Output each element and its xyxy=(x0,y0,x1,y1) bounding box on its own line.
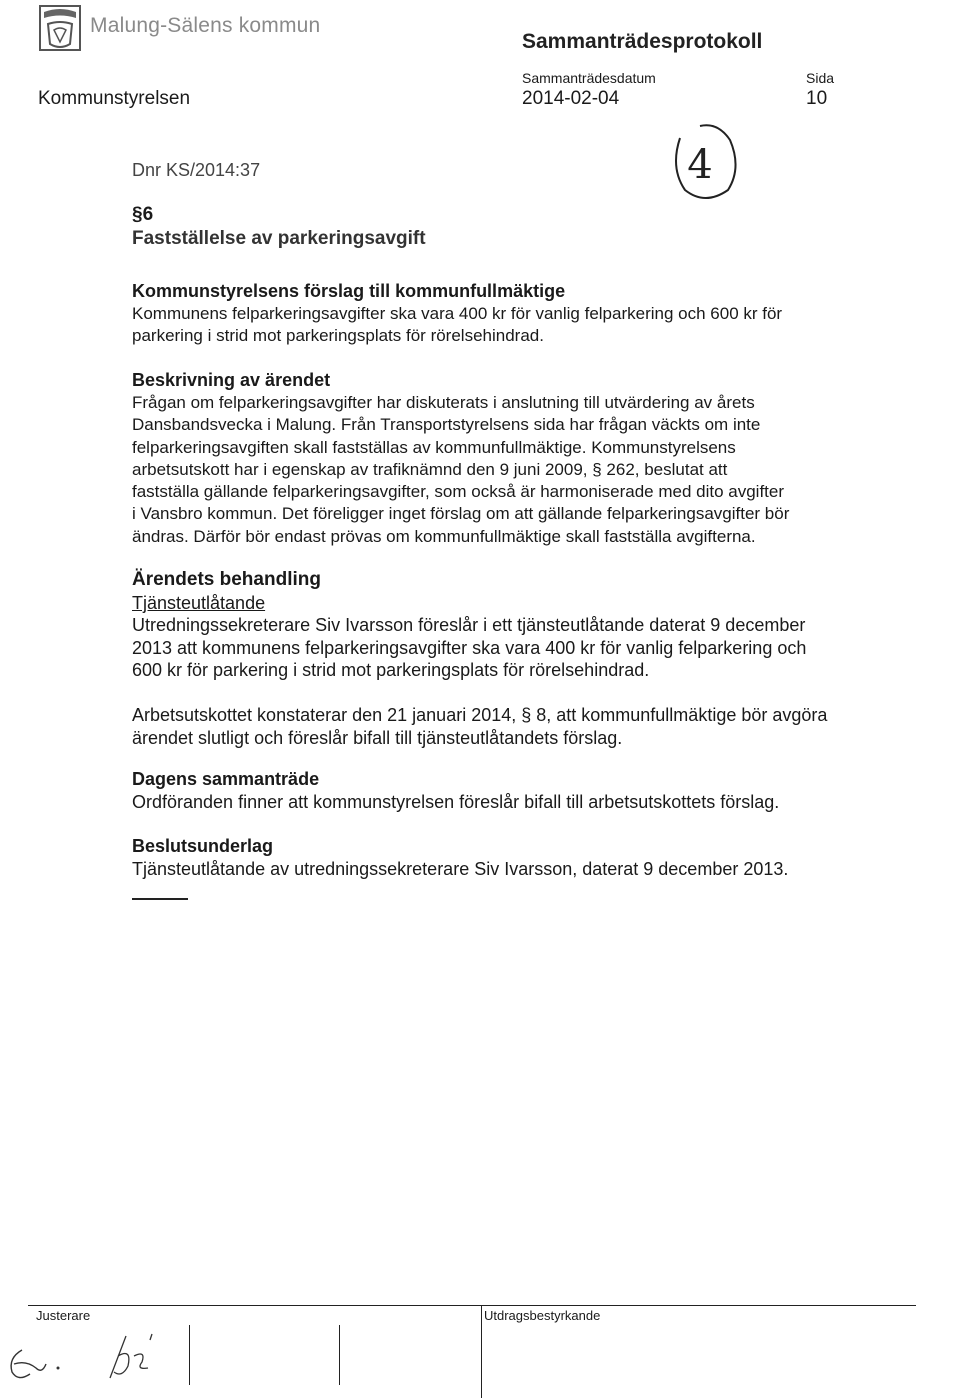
justerare-label: Justerare xyxy=(36,1308,91,1323)
department-name: Kommunstyrelsen xyxy=(38,88,191,109)
meeting-text: Ordföranden finner att kommunstyrelsen föreslår bifall till arbetsutskottets förslag. xyxy=(132,792,780,812)
basis-text: Tjänsteutlåtande av utredningssekreterare Siv Ivarsson, daterat 9 december 2013. xyxy=(132,859,789,879)
handwritten-circled-number xyxy=(650,118,750,208)
description-heading: Beskrivning av ärendet xyxy=(132,370,331,390)
paragraph-number: §6 xyxy=(132,204,154,225)
proposal-heading: Kommunstyrelsens förslag till kommunfullmäktige xyxy=(132,281,566,301)
utdragsbestyrkande-label: Utdragsbestyrkande xyxy=(484,1308,601,1323)
proposal-text: Kommunens felparkeringsavgifter ska vara 400 kr för vanlig felparkering och 600 kr för parkering i strid mot parkeringsplats för rörelsehindrad. xyxy=(132,304,783,346)
signature-divider xyxy=(339,1325,340,1385)
footer-divider xyxy=(28,1305,916,1306)
committee-text: Arbetsutskottet konstaterar den 21 januari 2014, § 8, att kommunfullmäktige bör avgöra ärendet slutligt och föreslår bifall till tjänsteutlåtandets förslag. xyxy=(132,705,828,748)
handwritten-initials-signature xyxy=(0,1308,200,1398)
document-type: Sammanträdesprotokoll xyxy=(522,30,763,53)
description-text: Frågan om felparkeringsavgifter har diskuterats i anslutning till utvärdering av årets Dansbandsvecka i Malung. Från Transportstyrelsens sida har frågan väckts om inte felparkeringsavgiften skall fastställas av kommunfullmäktige. Kommunstyrelsens arbetsutskott har i egenskap av trafiknämnd den 9 juni 2009, § 262, beslutat att fastställa gällande felparkeringsavgifter, som också är harmoniserade med dito avgifter i Vansbro kommun. Det föreligger inget förslag om att gällande felparkeringsavgifter bör ändras. Därför bör endast prövas om kommunfullmäktige skall fastställa avgifterna. xyxy=(132,393,790,546)
case-number: Dnr KS/2014:37 xyxy=(132,160,261,180)
end-rule xyxy=(132,898,188,900)
page-number: 10 xyxy=(806,88,828,109)
statement-text: Utredningssekreterare Siv Ivarsson föreslår i ett tjänsteutlåtande daterat 9 december 2013 att kommunens felparkeringsavgifter ska vara 400 kr för vanlig felparkering och 600 kr för parkering i strid mot parkeringsplats för rörelsehindrad. xyxy=(132,615,807,680)
basis-heading: Beslutsunderlag xyxy=(132,836,274,856)
case-title: Fastställelse av parkeringsavgift xyxy=(132,228,426,249)
organization-name: Malung-Sälens kommun xyxy=(90,14,321,37)
meeting-date: 2014-02-04 xyxy=(522,88,620,109)
meeting-heading: Dagens sammanträde xyxy=(132,769,320,789)
municipality-logo-icon xyxy=(38,4,82,52)
page-label: Sida xyxy=(806,70,835,86)
footer-column-divider xyxy=(481,1305,482,1398)
meeting-date-label: Sammanträdesdatum xyxy=(522,70,656,86)
handling-heading: Ärendets behandling xyxy=(132,569,321,590)
statement-subheading: Tjänsteutlåtande xyxy=(132,593,266,613)
stamp-number: 4 xyxy=(687,142,713,188)
